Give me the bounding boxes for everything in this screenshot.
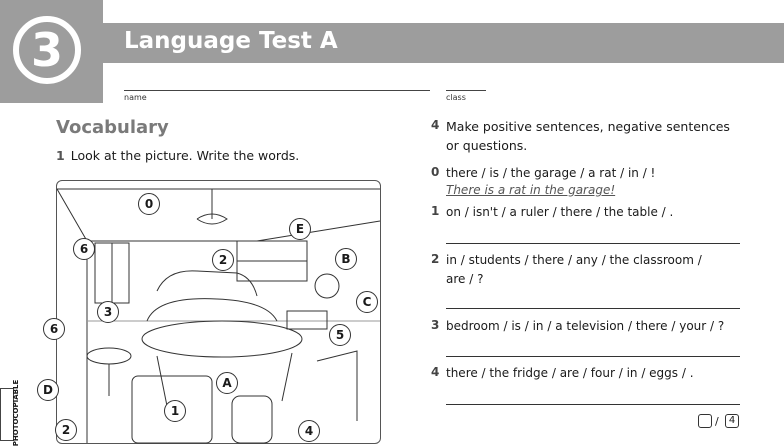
label-C-text: C <box>362 295 372 309</box>
item-1-answer-line[interactable] <box>446 243 740 244</box>
exercise-1-number: 1 <box>56 148 65 163</box>
score-input-box[interactable] <box>698 414 712 428</box>
label-circle-E <box>289 218 311 240</box>
name-line[interactable] <box>124 90 430 91</box>
label-0-text: 0 <box>144 197 154 211</box>
label-circle-1 <box>164 400 186 422</box>
label-circle-3 <box>97 301 119 323</box>
label-circle-6a <box>73 238 95 260</box>
score-separator: / <box>715 415 719 428</box>
item-0-text: there / is / the garage / a rat / in / ! <box>446 166 656 180</box>
label-circle-4 <box>298 420 320 442</box>
label-2b-text: 2 <box>61 423 71 437</box>
exercise-4-instruction-line1: Make positive sentences, negative sentences <box>446 119 730 134</box>
item-0-number: 0 <box>431 165 440 179</box>
item-2-text-cont: are / ? <box>446 272 484 286</box>
label-circle-2a <box>212 249 234 271</box>
class-line[interactable] <box>446 90 486 91</box>
label-6a-text: 6 <box>79 242 89 256</box>
exercise-4-instruction <box>431 117 751 155</box>
unit-number: 3 <box>13 16 81 84</box>
label-circle-0 <box>138 193 160 215</box>
item-2-number: 2 <box>431 252 440 266</box>
photocopiable-text: PHOTOCOPIABLE <box>12 379 21 447</box>
item-4-text: there / the fridge / are / four / in / eggs / . <box>446 366 694 380</box>
item-4-answer-line[interactable] <box>446 404 740 405</box>
label-2a-text: 2 <box>218 253 228 267</box>
exercise-4-number: 4 <box>431 118 440 132</box>
exercise-4-instruction-line2: or questions. <box>446 138 528 153</box>
label-circle-C <box>356 291 378 313</box>
exercise-1-text: Look at the picture. Write the words. <box>70 148 300 163</box>
label-A-text: A <box>222 376 232 390</box>
label-B-text: B <box>341 252 351 266</box>
exercise-1-instruction <box>56 147 299 165</box>
title-bar <box>103 23 784 63</box>
label-E-text: E <box>295 222 305 236</box>
label-3-text: 3 <box>103 305 113 319</box>
item-2-answer-line[interactable] <box>446 308 740 309</box>
label-circle-A <box>216 372 238 394</box>
label-circle-5 <box>329 324 351 346</box>
item-1-text: on / isn't / a ruler / there / the table / . <box>446 205 674 219</box>
label-D-text: D <box>43 383 53 397</box>
class-label: class <box>446 93 466 102</box>
item-4-number: 4 <box>431 365 440 379</box>
label-circle-D <box>37 379 59 401</box>
page-title: Language Test A <box>124 28 338 54</box>
room-illustration <box>43 180 381 444</box>
item-3-text: bedroom / is / in / a television / there / your / ? <box>446 319 725 333</box>
item-3-number: 3 <box>431 318 440 332</box>
label-6b-text: 6 <box>49 322 59 336</box>
vocabulary-heading: Vocabulary <box>56 117 169 138</box>
name-label: name <box>124 93 147 102</box>
photocopiable-tab <box>0 379 21 447</box>
label-1-text: 1 <box>170 404 180 418</box>
item-2-text: in / students / there / any / the classroom / <box>446 253 702 267</box>
score-total: 4 <box>728 415 736 426</box>
label-circle-2b <box>55 419 77 441</box>
label-5-text: 5 <box>335 328 345 342</box>
unit-badge <box>0 0 103 103</box>
label-circle-B <box>335 248 357 270</box>
item-1-number: 1 <box>431 204 440 218</box>
label-circle-6b <box>43 318 65 340</box>
label-4-text: 4 <box>304 424 314 438</box>
item-3-answer-line[interactable] <box>446 356 740 357</box>
example-answer: There is a rat in the garage! <box>446 183 616 197</box>
score-total-box <box>725 414 739 428</box>
